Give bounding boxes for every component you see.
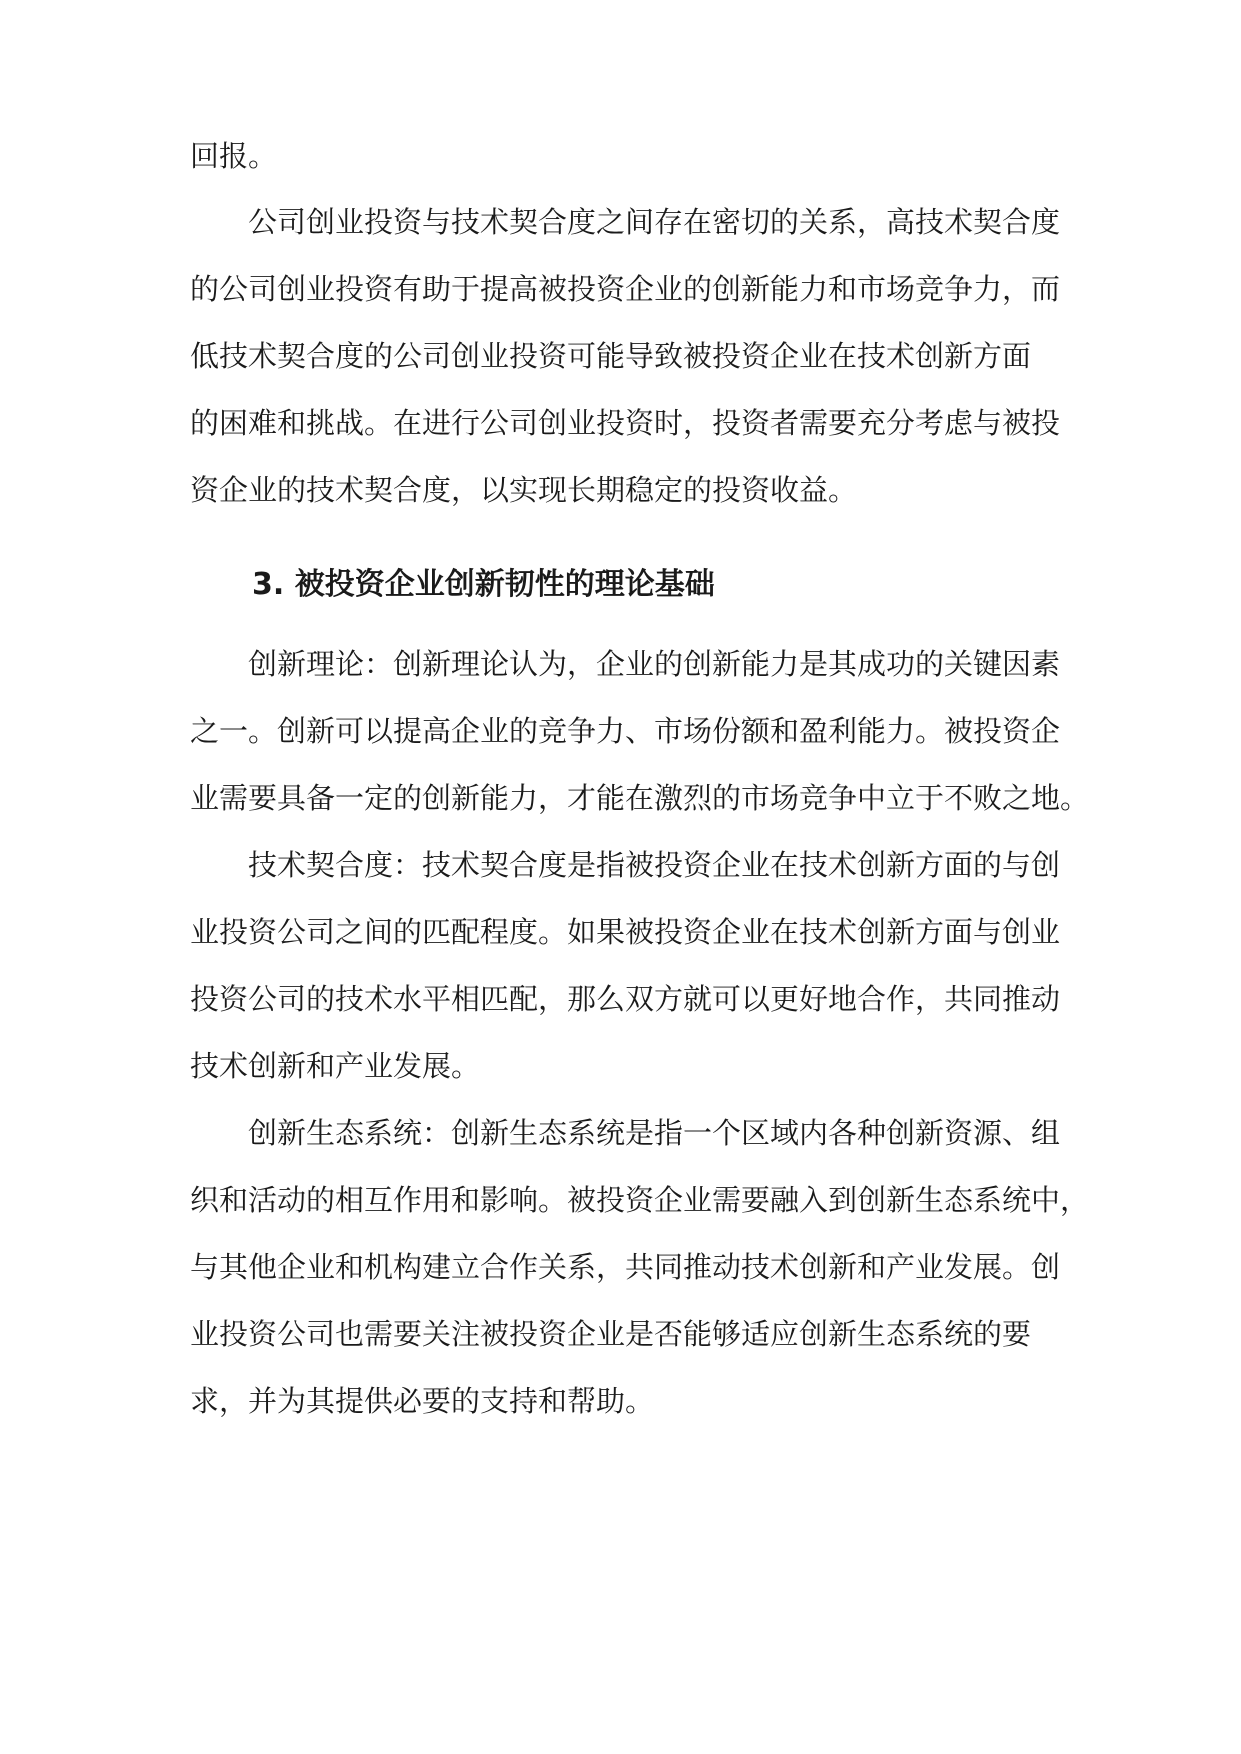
paragraph-line: 资企业的技术契合度，以实现长期稳定的投资收益。: [190, 473, 858, 507]
paragraph-line: 投资公司的技术水平相匹配，那么双方就可以更好地合作，共同推动: [190, 982, 1061, 1016]
paragraph-line: 业需要具备一定的创新能力，才能在激烈的市场竞争中立于不败之地。: [190, 781, 1090, 815]
paragraph-line: 公司创业投资与技术契合度之间存在密切的关系，高技术契合度: [248, 205, 1061, 239]
paragraph-line: 织和活动的相互作用和影响。被投资企业需要融入到创新生态系统中，: [190, 1183, 1090, 1217]
paragraph-line: 之一。创新可以提高企业的竞争力、市场份额和盈利能力。被投资企: [190, 714, 1061, 748]
paragraph-line: 业投资公司之间的匹配程度。如果被投资企业在技术创新方面与创业: [190, 915, 1061, 949]
paragraph-line: 与其他企业和机构建立合作关系，共同推动技术创新和产业发展。创: [190, 1250, 1061, 1284]
paragraph-line: 创新生态系统：创新生态系统是指一个区域内各种创新资源、组: [248, 1116, 1061, 1150]
paragraph-line: 求，并为其提供必要的支持和帮助。: [190, 1384, 655, 1418]
paragraph-line: 低技术契合度的公司创业投资可能导致被投资企业在技术创新方面: [190, 339, 1032, 373]
paragraph-line: 回报。: [190, 139, 278, 173]
paragraph-line: 的公司创业投资有助于提高被投资企业的创新能力和市场竞争力，而: [190, 272, 1061, 306]
paragraph-line: 业投资公司也需要关注被投资企业是否能够适应创新生态系统的要: [190, 1317, 1032, 1351]
section-heading: 3. 被投资企业创新韧性的理论基础: [252, 567, 715, 602]
paragraph-line: 创新理论：创新理论认为，企业的创新能力是其成功的关键因素: [248, 647, 1061, 681]
paragraph-line: 技术创新和产业发展。: [190, 1049, 481, 1083]
paragraph-line: 的困难和挑战。在进行公司创业投资时，投资者需要充分考虑与被投: [190, 406, 1061, 440]
paragraph-line: 技术契合度：技术契合度是指被投资企业在技术创新方面的与创: [248, 848, 1061, 882]
